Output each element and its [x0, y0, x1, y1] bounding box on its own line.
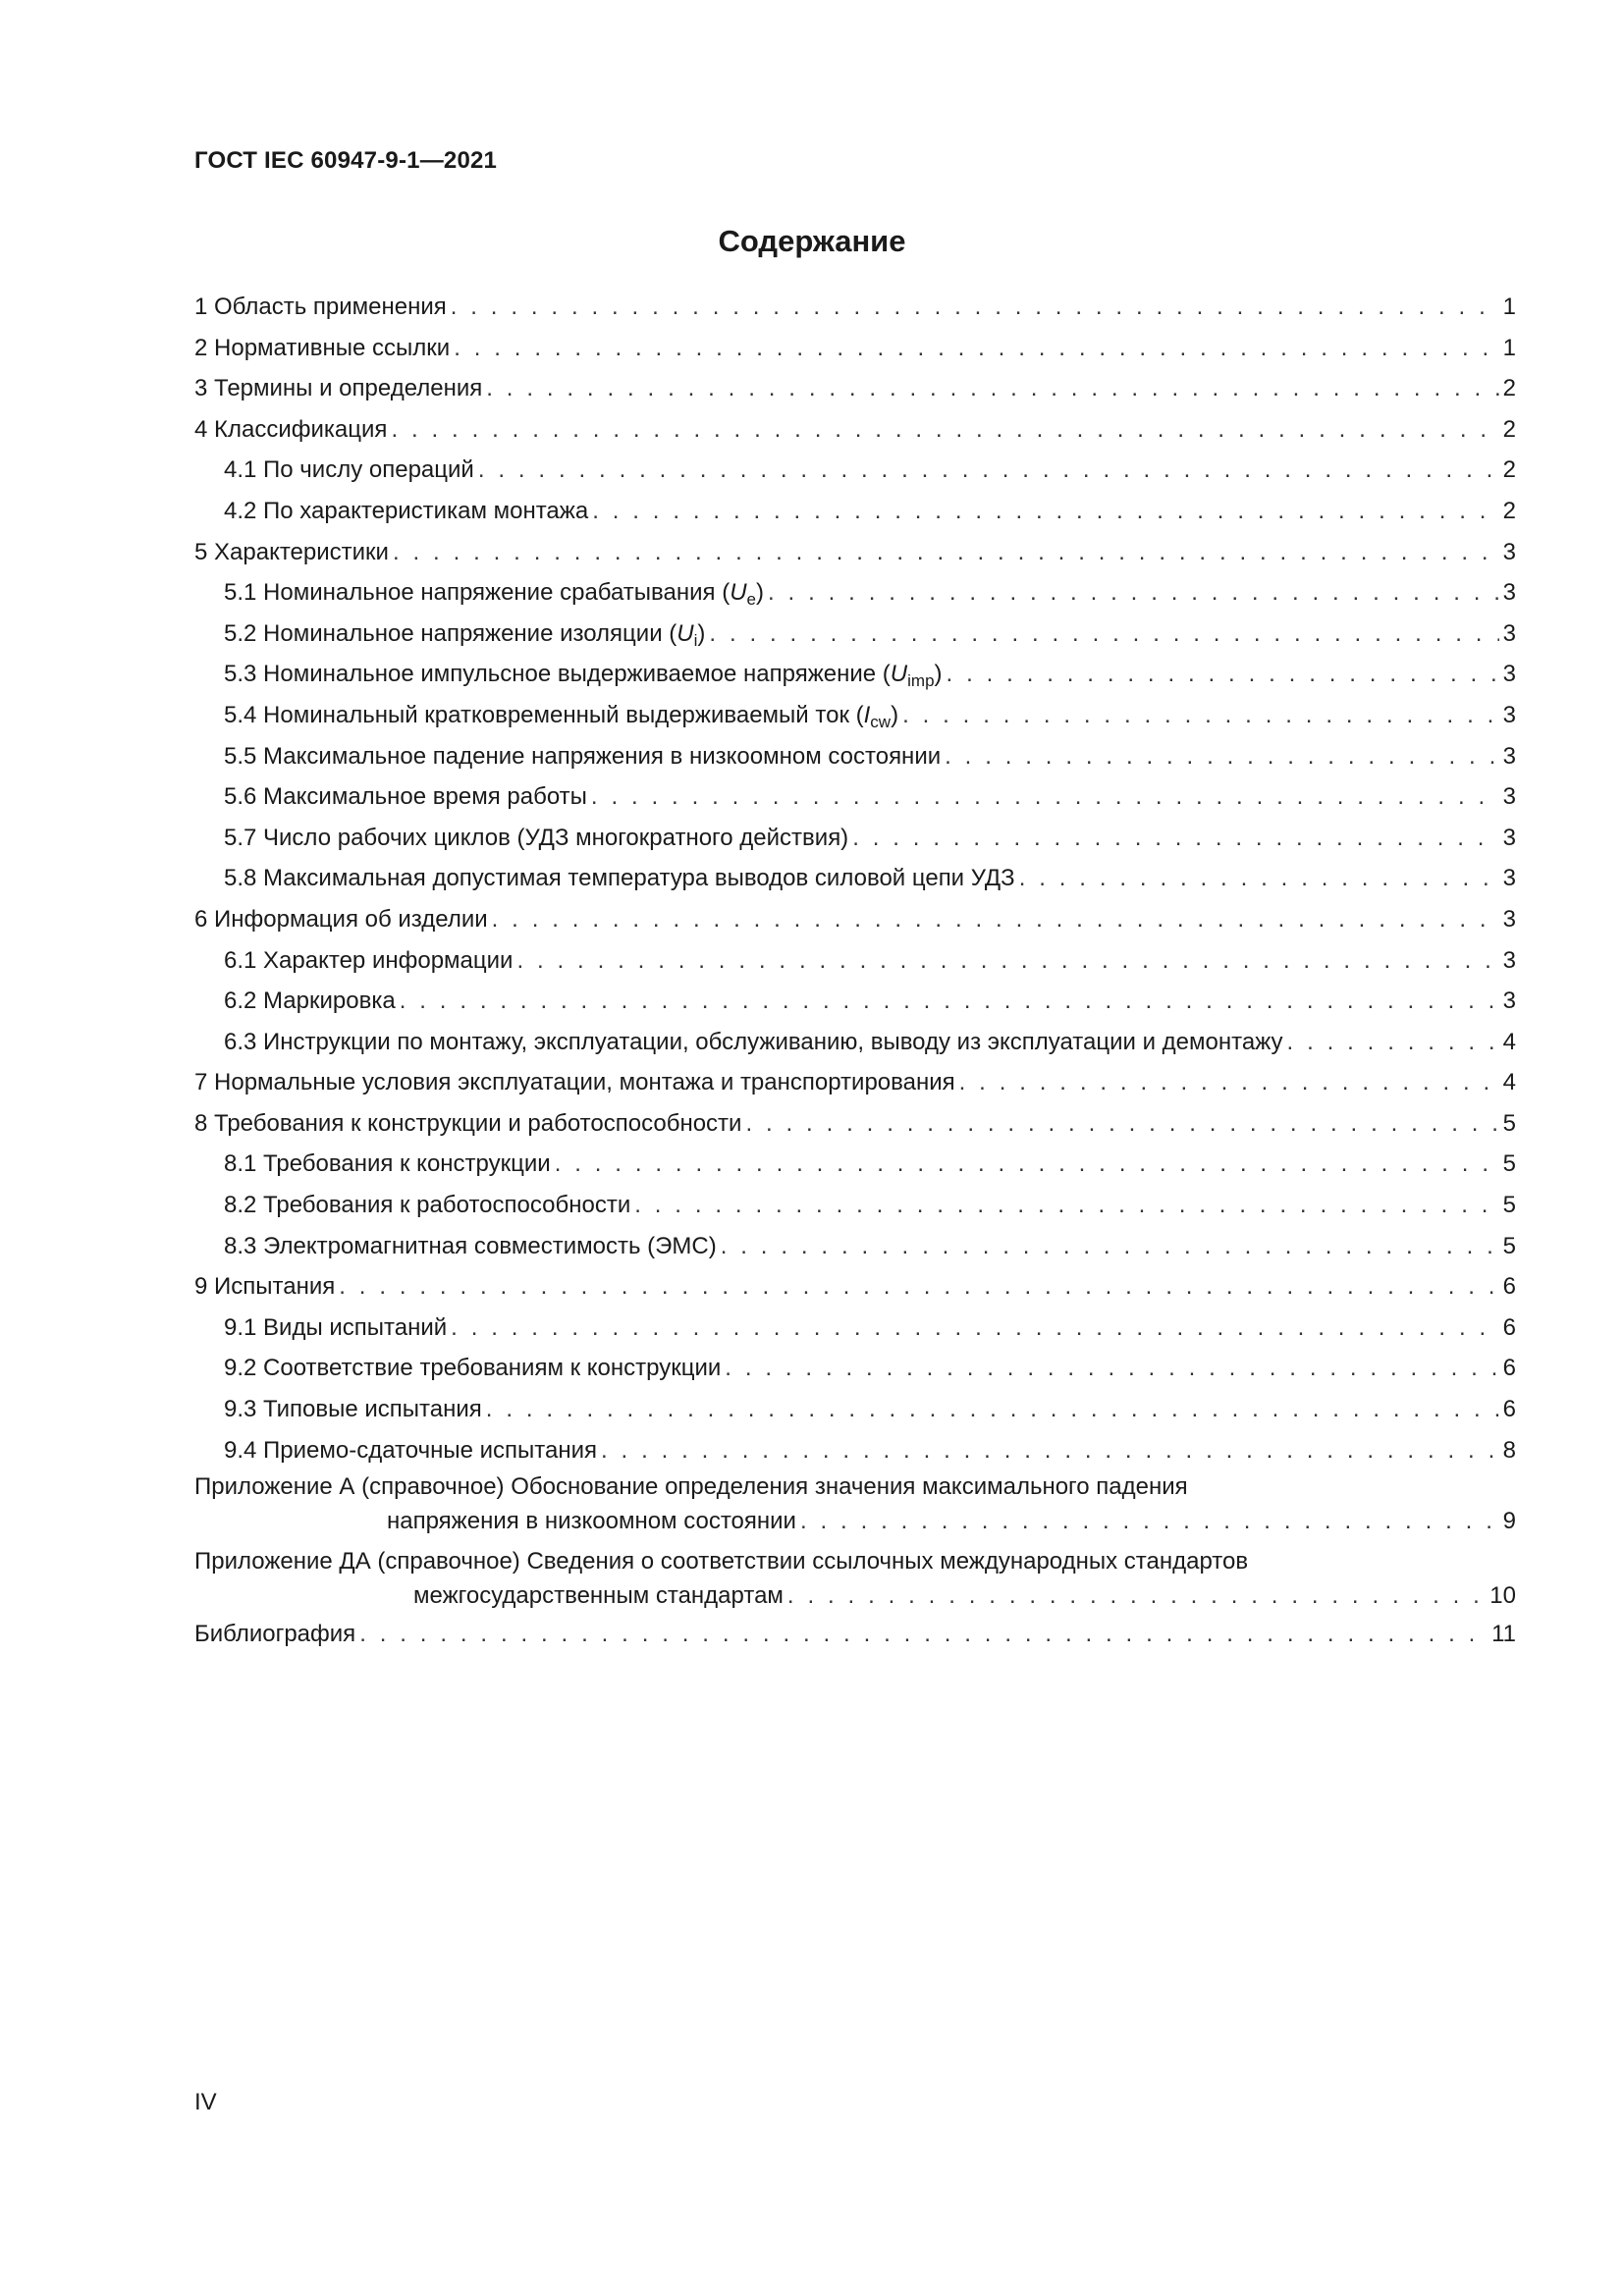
page-title: Содержание [718, 224, 906, 258]
dot-leader [451, 1308, 1498, 1349]
toc-entry-5[interactable] [194, 532, 1516, 573]
toc-entry-title: 8.3 Электромагнитная совместимость (ЭМС) [224, 1232, 717, 1259]
toc-entry-page: 3 [1502, 865, 1516, 892]
toc-entry-page: 5 [1502, 1109, 1516, 1137]
dot-leader [768, 572, 1499, 614]
toc-entry-annex-a[interactable] [194, 1470, 1516, 1539]
dot-leader [800, 1504, 1499, 1539]
toc-entry-2[interactable] [194, 328, 1516, 369]
toc-entry-5-3[interactable] [194, 654, 1516, 695]
table-of-contents [194, 287, 1516, 1655]
page-number: IV [194, 2089, 217, 2115]
toc-entry-title: 5.2 Номинальное напряжение изоляции $(U_i)$ [224, 619, 706, 650]
dot-leader [451, 287, 1499, 328]
toc-entry-title: 5.5 Максимальное падение напряжения в низкоомном состоянии [224, 742, 942, 770]
toc-entry-title: 5 Характеристики [194, 538, 389, 565]
toc-entry-4-2[interactable] [194, 491, 1516, 532]
dot-leader [486, 368, 1498, 409]
toc-entry-8-3[interactable] [194, 1226, 1516, 1267]
toc-entry-title: 5.3 Номинальное импульсное выдерживаемое напряжение $(U_{imp})$ [224, 661, 943, 691]
dot-leader [945, 736, 1499, 777]
toc-entry-title: 4.2 По характеристикам монтажа [224, 497, 589, 524]
toc-entry-3[interactable] [194, 368, 1516, 409]
toc-entry-title: 6.1 Характер информации [224, 946, 514, 974]
subscript: cw [870, 712, 892, 731]
dot-leader [1287, 1022, 1499, 1063]
dot-leader [591, 776, 1499, 818]
dot-leader [745, 1103, 1498, 1145]
toc-entry-page: 3 [1502, 742, 1516, 770]
toc-entry-9-4[interactable] [194, 1430, 1516, 1471]
toc-entry-5-6[interactable] [194, 776, 1516, 818]
toc-entry-title: 6 Информация об изделии [194, 905, 488, 933]
toc-entry-page: 1 [1502, 334, 1516, 361]
toc-entry-title: 5.4 Номинальный кратковременный выдерживаемый ток $(I_{cw})$ [224, 701, 899, 731]
toc-entry-8-2[interactable] [194, 1185, 1516, 1226]
toc-entry-9-1[interactable] [194, 1308, 1516, 1349]
toc-entry-title: 5.7 Число рабочих циклов (УДЗ многократного действия) [224, 824, 849, 851]
toc-entry-title: 3 Термины и определения [194, 375, 483, 402]
toc-entry-page: 1 [1502, 294, 1516, 320]
toc-entry-title: 2 Нормативные ссылки [194, 334, 451, 361]
symbol: U [730, 579, 747, 607]
symbol: I [863, 701, 871, 728]
dot-leader [391, 409, 1498, 451]
toc-entry-title: 8.1 Требования к конструкции [224, 1150, 551, 1178]
toc-entry-title: 5.1 Номинальное напряжение срабатывания $(U_e)$ [224, 579, 765, 610]
toc-entry-page: 5 [1502, 1232, 1516, 1259]
toc-entry-page: 6 [1502, 1273, 1516, 1301]
dot-leader [787, 1578, 1486, 1614]
dot-leader [725, 1348, 1498, 1389]
dot-leader [555, 1144, 1499, 1185]
toc-entry-page: 8 [1502, 1436, 1516, 1464]
toc-entry-page: 6 [1502, 1313, 1516, 1341]
toc-entry-4-1[interactable] [194, 450, 1516, 491]
toc-entry-title: 8.2 Требования к работоспособности [224, 1192, 631, 1219]
toc-entry-page: 3 [1502, 538, 1516, 565]
toc-entry-5-2[interactable] [194, 614, 1516, 655]
toc-entry-6[interactable] [194, 899, 1516, 940]
dot-leader [852, 818, 1498, 859]
toc-entry-page: 10 [1489, 1582, 1516, 1610]
toc-entry-page: 6 [1502, 1396, 1516, 1423]
toc-entry-title: 6.3 Инструкции по монтажу, эксплуатации, обслуживанию, выводу из эксплуатации и демонтажу [224, 1028, 1283, 1055]
dot-leader [709, 614, 1498, 655]
toc-entry-9-2[interactable] [194, 1348, 1516, 1389]
toc-entry-title: 4 Классификация [194, 415, 388, 443]
toc-entry-title: 7 Нормальные условия эксплуатации, монтажа и транспортирования [194, 1069, 955, 1096]
dot-leader [947, 654, 1499, 695]
toc-entry-9[interactable] [194, 1266, 1516, 1308]
symbol: U [677, 619, 694, 647]
dot-leader [902, 695, 1499, 736]
toc-entry-6-1[interactable] [194, 940, 1516, 982]
dot-leader [400, 981, 1499, 1022]
toc-entry-page: 5 [1502, 1192, 1516, 1219]
toc-entry-title: 9 Испытания [194, 1273, 336, 1301]
dot-leader [516, 940, 1498, 982]
toc-entry-page: 9 [1502, 1508, 1516, 1535]
dot-leader [478, 450, 1499, 491]
toc-entry-page: 6 [1502, 1355, 1516, 1382]
dot-leader [339, 1266, 1498, 1308]
toc-entry-1[interactable] [194, 287, 1516, 328]
subscript: e [746, 590, 757, 610]
toc-entry-title-continued: межгосударственным стандартам [413, 1582, 784, 1610]
toc-entry-title: 9.2 Соответствие требованиям к конструкции [224, 1355, 722, 1382]
toc-entry-continuation [194, 1504, 1516, 1539]
toc-entry-title: 5.6 Максимальное время работы [224, 783, 587, 811]
toc-entry-title: Приложение А (справочное) Обоснование определения значения максимального падения [194, 1473, 1188, 1501]
dot-leader [601, 1430, 1499, 1471]
dot-leader [492, 899, 1499, 940]
toc-entry-bibliography[interactable] [194, 1614, 1516, 1655]
dot-leader [359, 1614, 1488, 1655]
dot-leader [393, 532, 1499, 573]
toc-entry-5-1[interactable] [194, 572, 1516, 614]
toc-entry-page: 3 [1502, 824, 1516, 851]
dot-leader [1019, 858, 1499, 899]
toc-entry-page: 3 [1502, 579, 1516, 607]
subscript: imp [907, 671, 935, 691]
toc-entry-page: 3 [1502, 905, 1516, 933]
toc-entry-annex-da[interactable] [194, 1545, 1516, 1614]
toc-entry-page: 3 [1502, 783, 1516, 811]
toc-entry-title: 6.2 Маркировка [224, 988, 396, 1015]
toc-entry-page: 11 [1491, 1621, 1516, 1648]
toc-entry-page: 3 [1502, 661, 1516, 688]
toc-entry-page: 2 [1502, 375, 1516, 402]
toc-entry-title: 9.1 Виды испытаний [224, 1313, 448, 1341]
toc-entry-5-8[interactable] [194, 858, 1516, 899]
toc-entry-page: 3 [1502, 988, 1516, 1015]
toc-entry-page: 3 [1502, 619, 1516, 647]
toc-entry-5-5[interactable] [194, 736, 1516, 777]
toc-entry-title: 8 Требования к конструкции и работоспособности [194, 1109, 742, 1137]
toc-entry-page: 4 [1502, 1028, 1516, 1055]
toc-entry-8[interactable] [194, 1103, 1516, 1145]
symbol: U [890, 661, 908, 688]
toc-entry-page: 4 [1502, 1069, 1516, 1096]
dot-leader [454, 328, 1498, 369]
toc-entry-title: Приложение ДА (справочное) Сведения о соответствии ссылочных международных стандартов [194, 1548, 1249, 1575]
subscript: i [693, 630, 698, 650]
toc-entry-title: 1 Область применения [194, 294, 447, 320]
toc-entry-page: 3 [1502, 701, 1516, 728]
dot-leader [721, 1226, 1499, 1267]
dot-leader [592, 491, 1498, 532]
dot-leader [486, 1389, 1499, 1430]
toc-entry-6-2[interactable] [194, 981, 1516, 1022]
toc-entry-continuation [194, 1578, 1516, 1614]
standard-header: ГОСТ IEC 60947-9-1—2021 [194, 147, 498, 174]
toc-entry-title: 9.3 Типовые испытания [224, 1396, 482, 1423]
toc-entry-page: 5 [1502, 1150, 1516, 1178]
toc-entry-page: 3 [1502, 946, 1516, 974]
toc-entry-7[interactable] [194, 1062, 1516, 1103]
toc-entry-title-continued: напряжения в низкоомном состоянии [387, 1508, 796, 1535]
toc-entry-title: 5.8 Максимальная допустимая температура выводов силовой цепи УДЗ [224, 865, 1015, 892]
toc-entry-6-3[interactable] [194, 1022, 1516, 1063]
toc-entry-5-4[interactable] [194, 695, 1516, 736]
toc-entry-9-3[interactable] [194, 1389, 1516, 1430]
dot-leader [959, 1062, 1499, 1103]
toc-entry-page: 2 [1502, 456, 1516, 484]
toc-entry-page: 2 [1502, 497, 1516, 524]
toc-entry-4[interactable] [194, 409, 1516, 451]
toc-entry-page: 2 [1502, 415, 1516, 443]
dot-leader [634, 1185, 1498, 1226]
toc-entry-title: 9.4 Приемо-сдаточные испытания [224, 1436, 597, 1464]
toc-entry-title: Библиография [194, 1621, 356, 1648]
toc-entry-8-1[interactable] [194, 1144, 1516, 1185]
toc-entry-5-7[interactable] [194, 818, 1516, 859]
toc-entry-title: 4.1 По числу операций [224, 456, 474, 484]
